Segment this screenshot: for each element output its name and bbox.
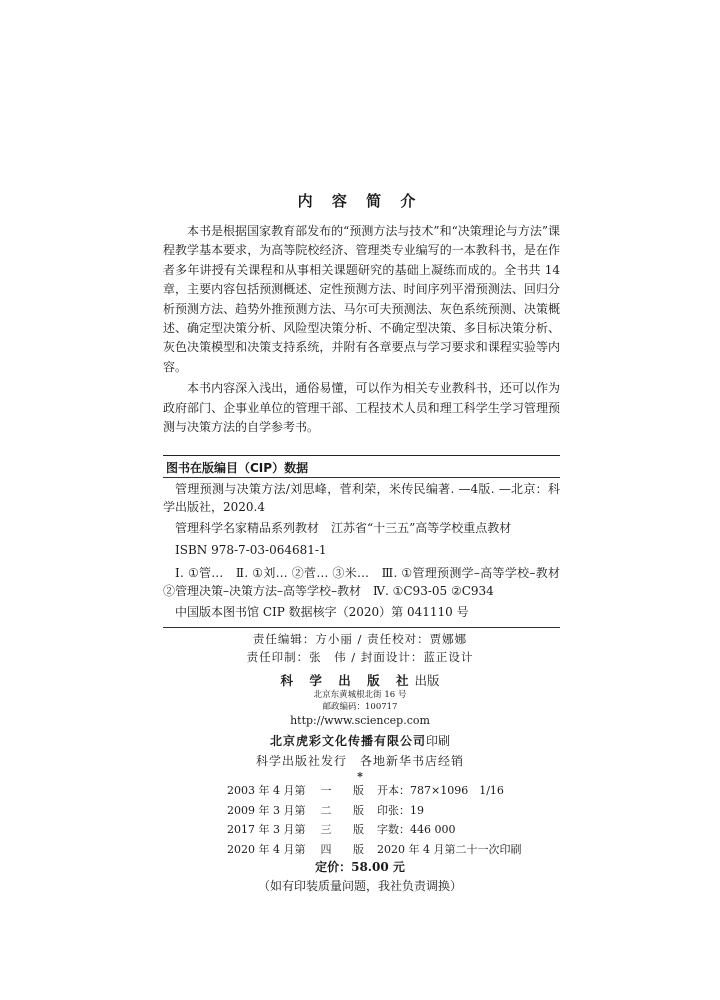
cip-classification: Ⅰ. ①管… Ⅱ. ①刘… ②菅… ③米… Ⅲ. ①管理预测学–高等学校–教材 ②管理决策–决策方法–高等学校–教材 Ⅳ. ①C93-05 ②C934 [163,566,560,598]
edition-date: 2020 年 4 月第 [227,842,306,856]
cip-isbn: ISBN 978-7-03-064681-1 [175,542,327,557]
printer-suffix: 印刷 [426,734,451,748]
separator-star: * [357,770,363,783]
publisher-name-suffix: 出版 [414,673,440,688]
cip-bottom-rule [163,627,560,628]
edition-row [227,801,627,821]
edition-label: 版 [353,784,364,797]
edition-date: 2017 年 3 月第 [227,823,306,837]
edition-row [227,781,627,801]
summary-paragraph-1: 本书是根据国家教育部发布的“预测方法与技术”和“决策理论与方法”课程教学基本要求，为高等院校经济、管理类专业编写的一本教科书，是在作者多年讲授有关课程和从事相关课题研究的基础上凝练而成的。全书共 14 章，主要内容包括预测概述、定性预测方法、时间序列平滑预测法、回归分析预测方法、趋势外推预测方法、马尔可夫预测法、灰色系统预测、决策概述、确定型决策分析、风险型决策分析、不确定型决策、多目标决策分析、灰色决策模型和决策支持系统，并附有各章要点与学习要求和课程实验等内容。 [163,224,560,374]
edition-row [227,820,627,840]
edition-label: 版 [353,842,364,856]
printer-name: 北京虎彩文化传播有限公司 [269,734,426,748]
edition-info: 开本：787×1096 1/16 [377,784,504,797]
quality-notice: （如有印装质量问题，我社负责调换） [257,879,462,893]
cip-top-rule [163,455,560,456]
publisher-name-text: 科 学 出 版 社 [280,673,415,688]
printer [0,732,720,749]
edition-info: 印张：19 [377,803,424,817]
cip-heading-rule [163,477,560,478]
summary-title: 内 容 简 介 [297,192,423,210]
edition-date: 2003 年 4 月第 [227,784,306,797]
summary-paragraph-2: 本书内容深入浅出，通俗易懂，可以作为相关专业教科书，还可以作为政府部门、企事业单位的管理干部、工程技术人员和理工科学生学习管理预测与决策方法的自学参考书。 [163,381,560,435]
edition-number: 一 [320,784,332,797]
edition-label: 版 [353,823,364,837]
editors-line: 责任编辑：方小丽 / 责任校对：贾娜娜 [252,632,468,646]
price: 定价：58.00 元 [315,860,405,874]
cip-data [163,481,560,626]
publisher-address: 北京东黄城根北街 16 号 [313,690,407,700]
edition-number: 二 [320,803,332,817]
edition-number: 三 [320,823,332,837]
edition-label: 版 [353,803,364,817]
publisher-postcode: 邮政编码：100717 [322,702,398,712]
edition-date: 2009 年 3 月第 [227,803,306,817]
cip-series-line: 管理科学名家精品系列教材 江苏省“十三五”高等学校重点教材 [175,521,512,535]
distribution-line: 科学出版社发行 各地新华书店经销 [255,754,464,768]
edition-info: 字数：446 000 [377,823,456,837]
summary-section [163,222,560,439]
edition-history [227,781,627,859]
edition-info: 2020 年 4 月第二十一次印刷 [377,842,522,856]
production-line: 责任印制：张 伟 / 封面设计：蓝正设计 [246,650,474,664]
edition-number: 四 [320,842,332,856]
cip-title-line: 管理预测与决策方法/刘思峰，菅利荣，米传民编著. —4版. —北京：科学出版社，2020.4 [163,482,560,514]
publisher-block [0,671,720,783]
publisher-name [0,671,720,689]
cip-heading: 图书在版编目（CIP）数据 [166,461,309,475]
publisher-url: http://www.sciencep.com [290,714,430,727]
edition-row [227,840,627,860]
cip-number: 中国版本图书馆 CIP 数据核字（2020）第 041110 号 [175,605,469,619]
